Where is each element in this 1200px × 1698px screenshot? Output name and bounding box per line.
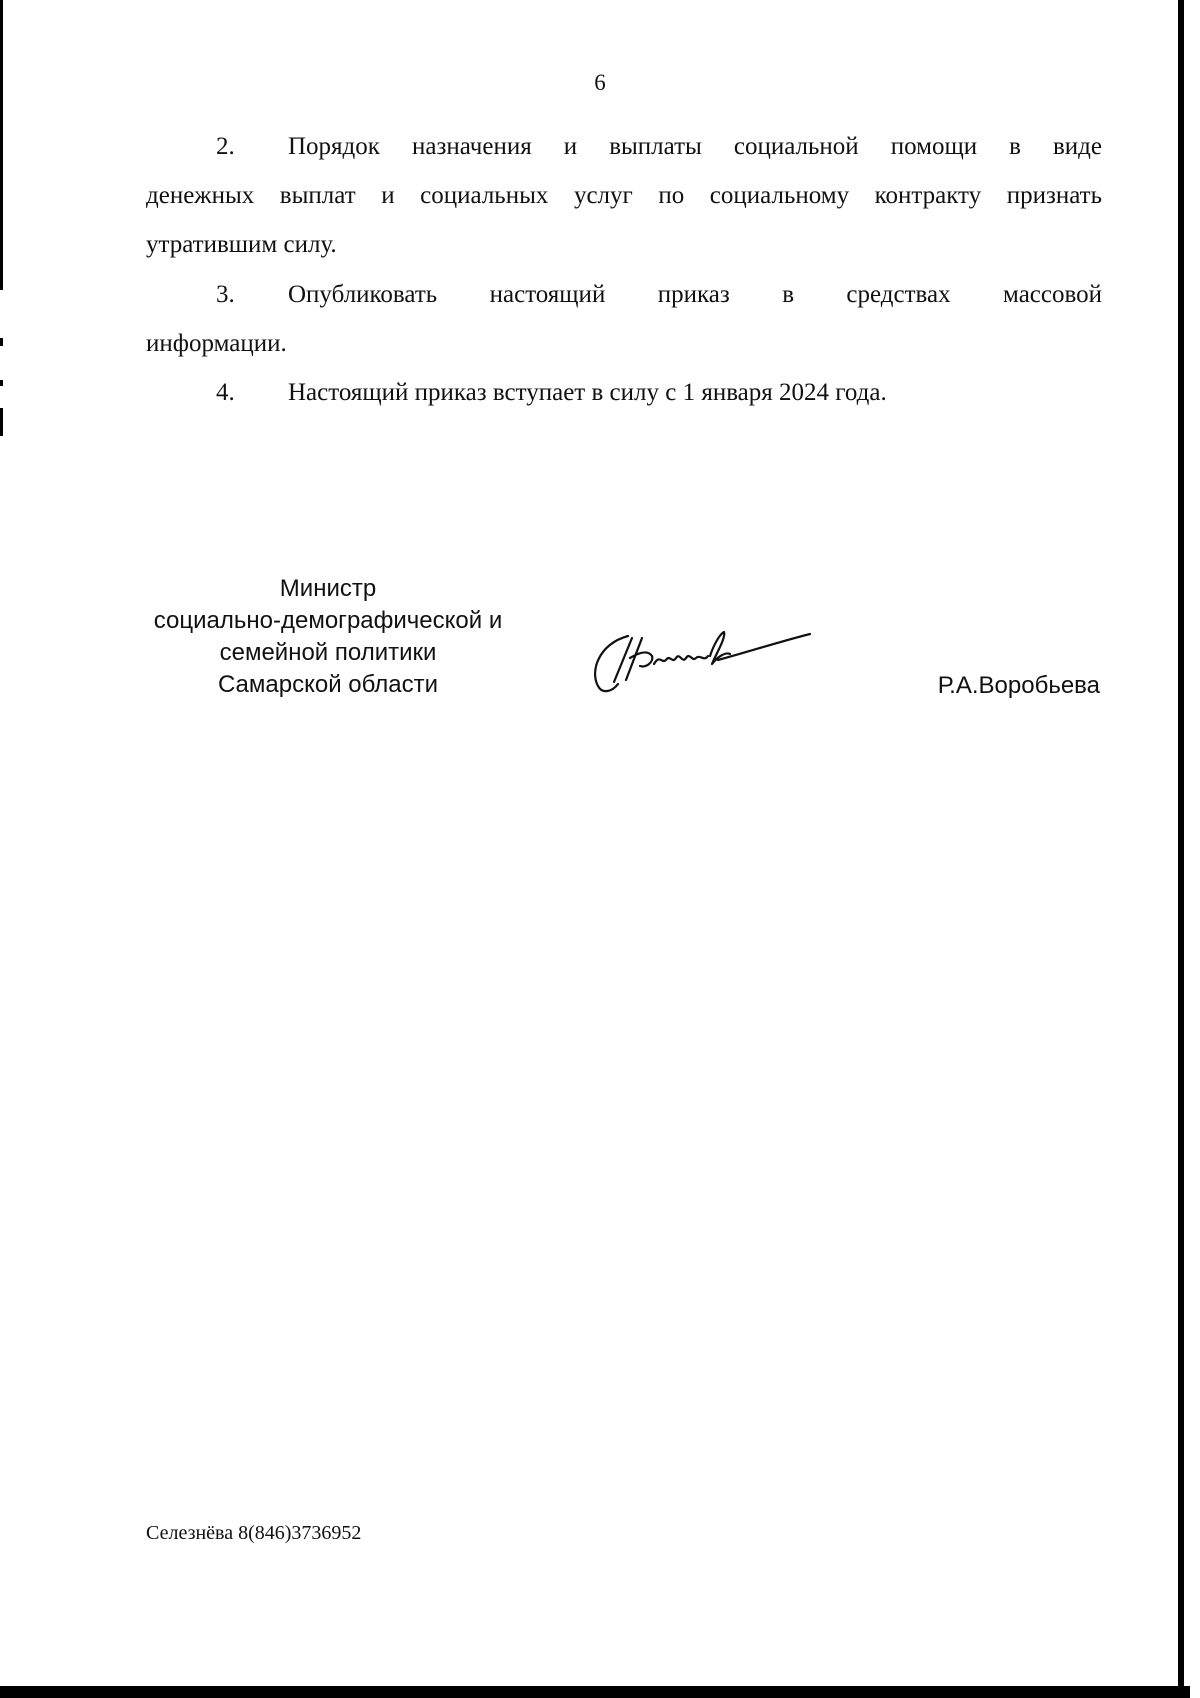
- item-text-line: утратившим силу.: [146, 231, 337, 258]
- scan-edge-bottom: [0, 1686, 1190, 1698]
- item-text-line: Настоящий приказ вступает в силу с 1 января 2024 года.: [288, 379, 887, 406]
- scan-edge-right: [1178, 0, 1184, 1698]
- signatory-title-line: Самарской области: [217, 671, 439, 698]
- item-text-line: Опубликовать настоящий приказ в средствах массовой: [288, 281, 1102, 308]
- scan-mark: [0, 408, 3, 436]
- contact-info: Селезнёва 8(846)3736952: [146, 1522, 362, 1544]
- signatory-title-line: социально-демографической и: [153, 607, 503, 634]
- paragraph-item-4: [146, 368, 1102, 417]
- scan-mark: [0, 380, 3, 386]
- signatory-title: [146, 573, 510, 701]
- paragraph-item-2: [146, 122, 1102, 269]
- page-number: 6: [594, 70, 606, 95]
- handwritten-signature: [588, 624, 828, 704]
- signatory-title-line: Министр: [279, 575, 377, 602]
- item-number: 4.: [216, 379, 235, 406]
- item-text-line: денежных выплат и социальных услуг по социальному контракту признать: [146, 182, 1102, 209]
- scan-mark: [0, 338, 3, 346]
- item-text-line: Порядок назначения и выплаты социальной помощи в виде: [288, 133, 1102, 160]
- item-number: 2.: [216, 133, 235, 160]
- signatory-title-line: семейной политики: [219, 639, 437, 666]
- paragraph-item-3: [146, 270, 1102, 368]
- item-number: 3.: [216, 281, 235, 308]
- scan-edge-left: [0, 0, 3, 290]
- item-text-line: информации.: [146, 330, 287, 357]
- signer-name: Р.А.Воробьева: [937, 672, 1100, 699]
